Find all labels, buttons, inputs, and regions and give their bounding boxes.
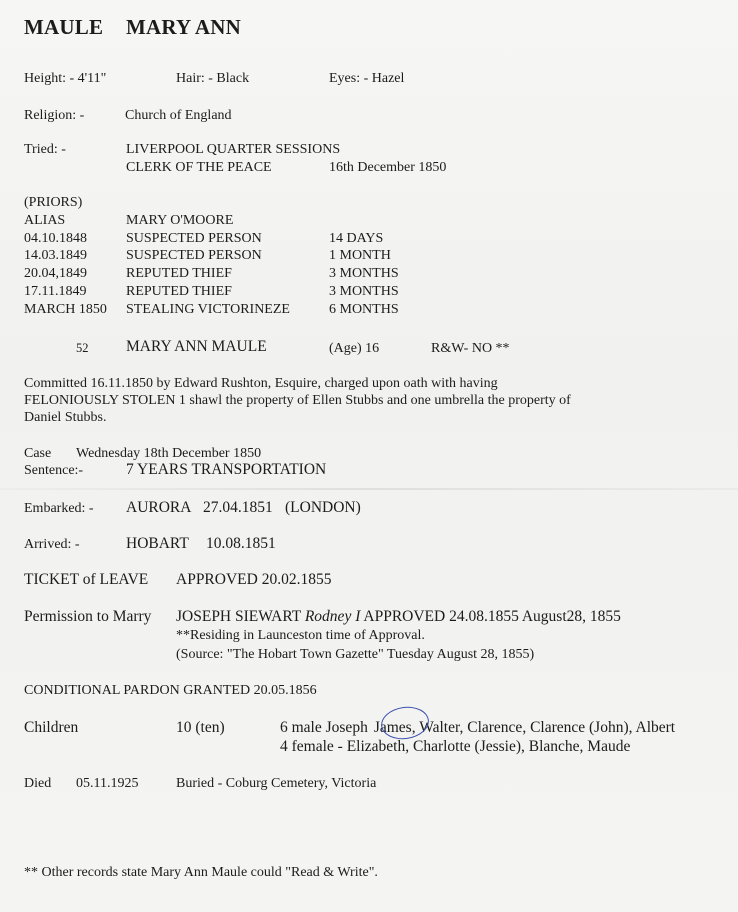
- record-age: (Age) 16: [329, 341, 380, 356]
- hair: Hair: - Black: [176, 71, 250, 86]
- marry-ship: Rodney I: [304, 608, 361, 625]
- prior-date: 20.04,1849: [24, 266, 87, 281]
- prior-term: 14 DAYS: [329, 231, 384, 246]
- children-male-circled: James: [373, 719, 412, 736]
- died-buried: Buried - Coburg Cemetery, Victoria: [176, 776, 377, 791]
- pen-circle-annotation: [379, 704, 431, 742]
- religion-value: Church of England: [125, 108, 232, 123]
- marry-residing: **Residing in Launceston time of Approval.: [176, 628, 425, 643]
- alias-label: ALIAS: [24, 213, 66, 228]
- prior-offence: REPUTED THIEF: [126, 266, 232, 281]
- prior-date: 17.11.1849: [24, 284, 87, 299]
- sentence-value: 7 YEARS TRANSPORTATION: [126, 461, 327, 478]
- marry-label: Permission to Marry: [24, 608, 152, 625]
- marry-line: [176, 608, 621, 625]
- children-male: [280, 719, 675, 736]
- alias-value: MARY O'MOORE: [126, 213, 234, 228]
- arrived-date: 10.08.1851: [206, 535, 276, 552]
- arrived-place: HOBART: [126, 535, 189, 552]
- prior-term: 6 MONTHS: [329, 302, 399, 317]
- children-male-rest: , Walter, Clarence, Clarence (John), Albert: [411, 719, 676, 736]
- prior-term: 1 MONTH: [329, 248, 391, 263]
- died-date: 05.11.1925: [76, 776, 139, 791]
- footnote: ** Other records state Mary Ann Maule could "Read & Write".: [24, 865, 378, 880]
- priors-heading: (PRIORS): [24, 195, 83, 210]
- height: Height: - 4'11": [24, 71, 107, 86]
- marry-source: (Source: "The Hobart Town Gazette" Tuesday August 28, 1855): [176, 647, 535, 662]
- given-names: MARY ANN: [126, 15, 241, 39]
- embarked-date: 27.04.1851: [203, 499, 273, 516]
- embarked-ship: AURORA: [126, 499, 192, 516]
- sentence-label: Sentence:-: [24, 463, 84, 478]
- marry-name: JOSEPH SIEWART: [176, 608, 301, 625]
- tried-date: 16th December 1850: [329, 160, 447, 175]
- tried-court: LIVERPOOL QUARTER SESSIONS: [126, 142, 341, 157]
- record-read-write: R&W- NO **: [431, 341, 510, 356]
- ticket-label: TICKET of LEAVE: [24, 571, 149, 588]
- committed-line-1: Committed 16.11.1850 by Edward Rushton, Esquire, charged upon oath with having: [24, 376, 498, 391]
- case-value: Wednesday 18th December 1850: [76, 446, 262, 461]
- prior-offence: SUSPECTED PERSON: [126, 248, 262, 263]
- case-label: Case: [24, 446, 52, 461]
- embarked-label: Embarked: -: [24, 501, 94, 516]
- prior-term: 3 MONTHS: [329, 284, 399, 299]
- record-name: MARY ANN MAULE: [126, 338, 267, 355]
- eyes: Eyes: - Hazel: [329, 71, 405, 86]
- pardon-text: CONDITIONAL PARDON GRANTED 20.05.1856: [24, 683, 317, 698]
- paper-fold: [0, 488, 738, 490]
- children-label: Children: [24, 719, 79, 736]
- prior-date: 14.03.1849: [24, 248, 87, 263]
- surname: MAULE: [24, 15, 104, 39]
- tried-clerk: CLERK OF THE PEACE: [126, 160, 272, 175]
- children-male-prefix: 6 male Joseph: [280, 719, 368, 736]
- prior-term: 3 MONTHS: [329, 266, 399, 281]
- prior-offence: REPUTED THIEF: [126, 284, 232, 299]
- tried-label: Tried: -: [24, 142, 66, 157]
- prior-date: 04.10.1848: [24, 231, 87, 246]
- prior-offence: STEALING VICTORINEZE: [126, 302, 290, 317]
- children-female: 4 female - Elizabeth, Charlotte (Jessie), Blanche, Maude: [280, 738, 631, 755]
- committed-line-2: FELONIOUSLY STOLEN 1 shawl the property of Ellen Stubbs and one umbrella the property of: [24, 393, 571, 408]
- record-number: 52: [76, 341, 89, 355]
- marry-approved: APPROVED 24.08.1855 August28, 1855: [363, 608, 621, 625]
- religion-label: Religion: -: [24, 108, 85, 123]
- children-count: 10 (ten): [176, 719, 225, 736]
- committed-line-3: Daniel Stubbs.: [24, 410, 107, 425]
- ticket-value: APPROVED 20.02.1855: [176, 571, 332, 588]
- prior-offence: SUSPECTED PERSON: [126, 231, 262, 246]
- arrived-label: Arrived: -: [24, 537, 80, 552]
- died-label: Died: [24, 776, 52, 791]
- embarked-port: (LONDON): [285, 499, 361, 516]
- prior-date: MARCH 1850: [24, 302, 107, 317]
